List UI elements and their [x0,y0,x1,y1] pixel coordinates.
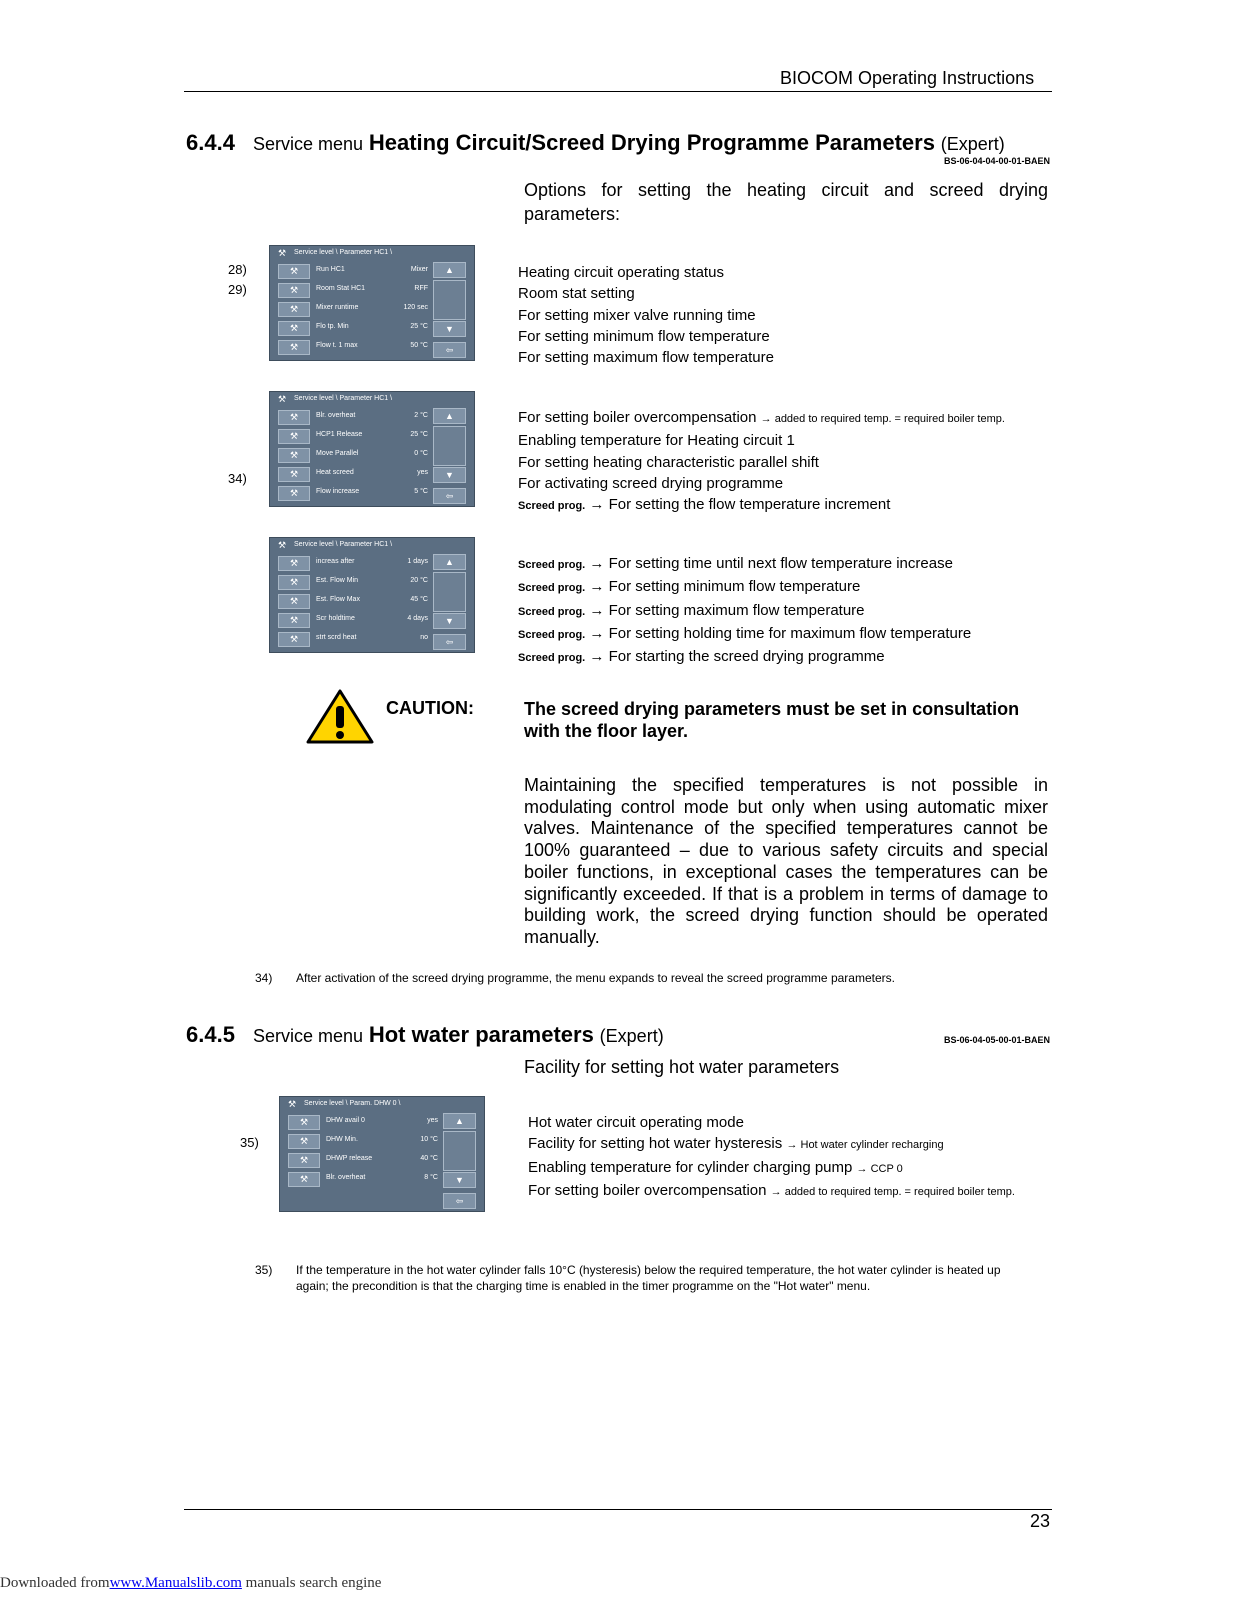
screen-title-bar [280,1097,484,1111]
description-line [518,623,971,646]
caution-text: The screed drying parameters must be set in consultation with the floor layer. [524,699,1020,741]
warning-triangle-icon [305,688,375,745]
param-row[interactable] [278,302,428,317]
wrench-icon: ⚒ [278,394,287,404]
arrow-up-icon[interactable]: ▲ [433,408,466,424]
param-value: RFF [414,285,428,292]
screen-parameter-hc1-page3 [269,537,475,653]
description-line [518,576,971,599]
description-text: For setting boiler overcompensation [528,1181,767,1199]
param-label: increas after [316,558,355,565]
arrow-up-icon[interactable]: ▲ [433,554,466,570]
arrow-up-icon[interactable]: ▲ [433,262,466,278]
param-label: Blr. overheat [316,412,356,419]
description-note: → Hot water cylinder recharging [786,1139,944,1152]
footnote-marker-34: 34) [228,471,247,486]
screen-title: Service level \ Parameter HC1 \ [294,249,393,256]
wrench-icon[interactable]: ⚒ [278,429,310,444]
document-code: BS-06-04-04-00-01-BAEN [943,156,1050,166]
arrow-up-icon[interactable]: ▲ [443,1113,476,1129]
arrow-down-icon[interactable]: ▼ [433,613,466,629]
param-label: Room Stat HC1 [316,285,366,292]
description-line: For setting mixer valve running time [518,306,756,324]
wrench-icon: ⚒ [288,1099,297,1109]
param-row[interactable] [278,467,428,482]
wrench-icon[interactable]: ⚒ [278,467,310,482]
wrench-icon[interactable]: ⚒ [278,321,310,336]
wrench-icon[interactable]: ⚒ [278,283,310,298]
description-line: For setting minimum flow temperature [518,327,770,345]
param-value: yes [417,469,428,476]
param-row[interactable] [278,556,428,571]
description-line [518,600,971,623]
section-heading-6-4-5 [186,1022,664,1048]
section-number: 6.4.5 [186,1022,235,1047]
param-label: DHW avail 0 [326,1117,365,1124]
scrollbar[interactable] [433,426,466,466]
description-line [518,407,1005,430]
description-text: → For setting holding time for maximum flow temperature [589,624,972,642]
param-label: Scr holdtime [316,615,355,622]
screed-prog-prefix: Screed prog. [518,652,586,665]
footnote-34-mark: 34) [255,971,273,985]
param-label: Est. Flow Min [316,577,359,584]
param-label: Est. Flow Max [316,596,360,603]
scrollbar[interactable] [443,1131,476,1171]
scrollbar[interactable] [433,572,466,612]
param-value: 0 °C [414,450,428,457]
arrow-down-icon[interactable]: ▼ [433,467,466,483]
param-value: 40 °C [420,1155,438,1162]
description-line [528,1133,1015,1156]
description-line: For activating screed drying programme [518,474,784,492]
screen-title-bar [270,246,474,260]
param-value: 2 °C [414,412,428,419]
param-label: Flow increase [316,488,360,495]
param-row[interactable] [278,340,428,355]
arrow-down-icon[interactable]: ▼ [433,321,466,337]
wrench-icon[interactable]: ⚒ [278,410,310,425]
screen-title: Service level \ Param. DHW 0 \ [304,1100,401,1107]
description-note: → added to required temp. = required boiler temp. [760,413,1005,425]
wrench-icon[interactable]: ⚒ [278,302,310,317]
description-text: → For setting time until next flow temperature increase [589,555,953,572]
download-note [0,1575,381,1592]
section-prefix: Service menu [252,134,363,154]
param-row[interactable] [278,321,428,336]
param-label: strt scrd heat [316,634,357,641]
section-suffix: (Expert) [940,134,1005,154]
description-line: Hot water circuit operating mode [528,1114,744,1131]
param-value: 25 °C [410,323,428,330]
back-icon[interactable]: ⇦ [433,488,466,504]
param-label: HCP1 Release [316,431,363,438]
description-note: → added to required temp. = required boiler temp. [770,1185,1015,1198]
screen-parameter-hc1-page1 [269,245,475,361]
param-label: Mixer runtime [316,304,359,311]
section-title: Hot water parameters [368,1022,594,1047]
param-row[interactable] [288,1153,438,1168]
param-row[interactable] [288,1134,438,1149]
param-value: Mixer [410,266,428,273]
screed-prog-prefix: Screed prog. [518,582,586,595]
wrench-icon[interactable]: ⚒ [278,632,310,647]
description-text: Enabling temperature for cylinder charging pump [528,1158,853,1176]
param-row[interactable] [278,575,428,590]
description-text: → For setting maximum flow temperature [589,601,865,619]
param-row[interactable] [278,486,428,501]
download-prefix: Downloaded from [0,1575,110,1591]
param-value: 25 °C [410,431,428,438]
param-value: yes [427,1117,438,1124]
description-line [518,553,971,576]
wrench-icon[interactable]: ⚒ [278,556,310,571]
param-row[interactable] [278,264,428,279]
back-icon[interactable]: ⇦ [433,342,466,358]
param-label: Flow t. 1 max [316,342,358,349]
screen-title-bar [270,392,474,406]
footnote-marker-28: 28) [228,262,247,277]
param-label: Heat screed [316,469,354,476]
section-number: 6.4.4 [186,130,235,155]
wrench-icon: ⚒ [278,540,287,550]
param-value: 4 days [407,615,428,622]
screen-title: Service level \ Parameter HC1 \ [294,541,393,548]
param-label: Move Parallel [316,450,359,457]
footer-rule [184,1509,1052,1510]
description-note: → CCP 0 [856,1162,903,1175]
param-value: no [420,634,428,641]
screen-parameter-hc1-page2 [269,391,475,507]
screen-title: Service level \ Parameter HC1 \ [294,395,393,402]
param-value: 10 °C [420,1136,438,1143]
wrench-icon[interactable]: ⚒ [278,594,310,609]
section-prefix: Service menu [252,1026,363,1046]
param-row[interactable] [278,410,428,425]
caution-label: CAUTION: [386,698,474,718]
description-list-4 [528,1112,1015,1203]
screed-prog-prefix: Screed prog. [518,559,586,571]
wrench-icon[interactable]: ⚒ [288,1172,320,1187]
wrench-icon[interactable]: ⚒ [278,486,310,501]
description-line: For setting maximum flow temperature [518,349,774,367]
wrench-icon[interactable]: ⚒ [288,1134,320,1149]
screen-parameter-dhw0 [279,1096,485,1212]
download-suffix: manuals search engine [245,1575,382,1591]
description-line [528,1157,1015,1180]
wrench-icon[interactable]: ⚒ [278,264,310,279]
description-text: → For starting the screed drying programme [589,648,885,666]
param-row[interactable] [278,429,428,444]
header-rule [184,91,1052,92]
param-label: Blr. overheat [326,1174,366,1181]
param-row[interactable] [278,283,428,298]
screed-prog-prefix: Screed prog. [518,500,586,513]
param-value: 8 °C [424,1174,438,1181]
param-row[interactable] [278,448,428,463]
param-value: 20 °C [410,577,428,584]
param-value: 1 days [407,558,428,565]
param-label: Run HC1 [316,266,345,273]
param-row[interactable] [288,1115,438,1130]
screed-prog-prefix: Screed prog. [518,605,586,618]
description-line: For setting heating characteristic parallel shift [518,453,819,471]
footnote-marker-35: 35) [240,1135,259,1150]
description-text: → For setting minimum flow temperature [589,578,861,596]
section-intro: Facility for setting hot water parameters [524,1057,840,1077]
description-text: → For setting the flow temperature increment [589,496,891,514]
wrench-icon[interactable]: ⚒ [278,448,310,463]
param-row[interactable] [278,613,428,628]
section-suffix: (Expert) [599,1026,664,1046]
caution-body-paragraph: Maintaining the specified temperatures is not possible in modulating control mode but only when using automatic mixer valves. Maintenance of the specified temperatures cannot be 100% guaranteed – due to various safety circuits and special boiler functions, in exceptional cases the temperatures can be significantly exceeded. If that is a problem in terms of damage to building work, the screed drying function should be operated manually. [524,775,1048,947]
footnote-35-mark: 35) [255,1263,273,1277]
description-line [528,1180,1015,1203]
param-label: DHWP release [326,1155,373,1162]
description-line [518,646,971,669]
wrench-icon[interactable]: ⚒ [288,1153,320,1168]
section-intro: Options for setting the heating circuit and screed drying parameters: [524,180,1048,224]
section-title: Heating Circuit/Screed Drying Programme Parameters [368,130,935,155]
back-icon[interactable]: ⇦ [433,634,466,650]
description-list-1 [518,262,774,368]
footnote-marker-29: 29) [228,282,247,297]
param-label: DHW Min. [326,1136,358,1143]
description-line: Enabling temperature for Heating circuit 1 [518,432,795,450]
param-row[interactable] [288,1172,438,1187]
page-number: 23 [1030,1511,1051,1531]
description-line [518,494,1005,517]
document-code: BS-06-04-05-00-01-BAEN [943,1035,1050,1045]
param-row[interactable] [278,632,428,647]
back-icon[interactable]: ⇦ [443,1193,476,1209]
wrench-icon[interactable]: ⚒ [288,1115,320,1130]
screed-prog-prefix: Screed prog. [518,628,586,641]
footnote-35-text: If the temperature in the hot water cylinder falls 10°C (hysteresis) below the required temperature, the hot water cylinder is heated up again; the precondition is that the charging time is enabled in the timer programme on the "Hot water" menu. [296,1263,1001,1293]
footnote-34-text: After activation of the screed drying programme, the menu expands to reveal the screed programme parameters. [296,971,895,985]
section-heading-6-4-4 [186,130,1005,156]
wrench-icon[interactable]: ⚒ [278,340,310,355]
description-line: Heating circuit operating status [518,264,724,281]
param-value: 120 sec [403,304,428,311]
param-value: 5 °C [414,488,428,495]
description-text: For setting boiler overcompensation [518,409,757,426]
param-value: 45 °C [410,596,428,603]
wrench-icon[interactable]: ⚒ [278,575,310,590]
description-list-3 [518,553,971,669]
wrench-icon[interactable]: ⚒ [278,613,310,628]
screen-title-bar [270,538,474,552]
param-label: Flo tp. Min [316,323,349,330]
manualslib-link[interactable]: www.Manualslib.com [109,1575,242,1591]
param-row[interactable] [278,594,428,609]
description-line: Room stat setting [518,285,635,303]
wrench-icon: ⚒ [278,248,287,258]
document-header-title: BIOCOM Operating Instructions [780,68,1035,88]
description-list-2 [518,407,1005,517]
param-value: 50 °C [410,342,428,349]
arrow-down-icon[interactable]: ▼ [443,1172,476,1188]
scrollbar[interactable] [433,280,466,320]
description-text: Facility for setting hot water hysteresis [528,1135,783,1153]
